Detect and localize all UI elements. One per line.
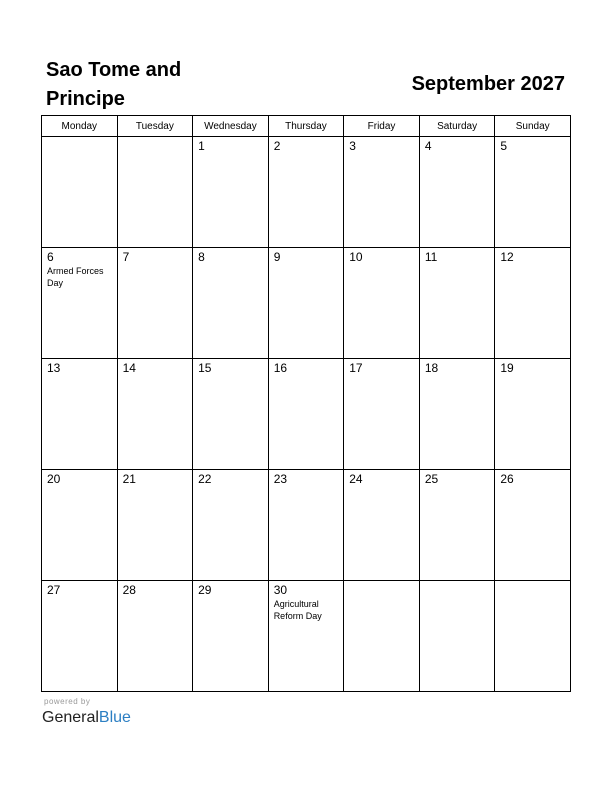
day-cell-content bbox=[344, 359, 419, 377]
day-cell-content bbox=[193, 359, 268, 377]
calendar-day-cell bbox=[268, 581, 344, 692]
day-number: 4 bbox=[424, 139, 432, 153]
day-number: 3 bbox=[349, 139, 356, 153]
day-number: 21 bbox=[122, 472, 136, 486]
day-number bbox=[123, 139, 188, 153]
calendar-day-cell bbox=[344, 248, 420, 359]
calendar-day-cell bbox=[495, 359, 571, 470]
day-cell-content bbox=[42, 137, 117, 155]
calendar-day-cell bbox=[344, 137, 420, 248]
calendar-day-cell bbox=[495, 470, 571, 581]
day-number: 25 bbox=[424, 472, 439, 486]
day-cell-content bbox=[42, 248, 117, 291]
day-cell-content bbox=[495, 581, 570, 599]
calendar-day-cell bbox=[419, 248, 495, 359]
day-number bbox=[500, 583, 565, 597]
calendar-day-cell bbox=[117, 581, 193, 692]
calendar-day-cell bbox=[42, 137, 118, 248]
holiday-label: Armed Forces Day bbox=[47, 266, 104, 288]
day-number: 5 bbox=[500, 139, 508, 153]
day-cell-content bbox=[118, 137, 193, 155]
day-cell-content bbox=[344, 470, 419, 488]
weekday-header-sunday: Sunday bbox=[495, 116, 571, 137]
calendar-day-cell bbox=[495, 248, 571, 359]
day-cell-content bbox=[269, 248, 344, 266]
day-number: 10 bbox=[349, 250, 363, 264]
day-number: 13 bbox=[47, 361, 61, 375]
calendar-body bbox=[42, 137, 571, 692]
day-cell-content bbox=[269, 581, 344, 624]
day-number: 7 bbox=[122, 250, 130, 264]
calendar-day-cell bbox=[117, 248, 193, 359]
calendar-day-cell bbox=[42, 470, 118, 581]
calendar-day-cell bbox=[268, 137, 344, 248]
country-title bbox=[46, 56, 266, 114]
generalblue-logo[interactable] bbox=[42, 708, 131, 728]
powered-by-text: powered by bbox=[44, 697, 91, 706]
day-cell-content bbox=[420, 359, 495, 377]
brand-blue-text: Blue bbox=[98, 709, 131, 726]
day-number: 26 bbox=[500, 472, 514, 486]
day-cell-content bbox=[193, 137, 268, 155]
day-cell-content bbox=[118, 581, 193, 599]
day-number: 28 bbox=[122, 583, 136, 597]
day-number: 20 bbox=[47, 472, 61, 486]
day-number: 18 bbox=[424, 361, 439, 375]
day-cell-content bbox=[42, 359, 117, 377]
day-number: 22 bbox=[198, 472, 212, 486]
day-number: 9 bbox=[273, 250, 281, 264]
month-year-title: September 2027 bbox=[411, 73, 565, 95]
weekday-header-saturday: Saturday bbox=[419, 116, 495, 137]
day-number: 14 bbox=[122, 361, 136, 375]
day-number: 6 bbox=[47, 250, 54, 264]
weekday-header-thursday: Thursday bbox=[268, 116, 344, 137]
day-number bbox=[47, 139, 112, 153]
weekday-header-tuesday: Tuesday bbox=[117, 116, 193, 137]
calendar-day-cell bbox=[268, 248, 344, 359]
holiday-label: Agricultural Reform Day bbox=[273, 599, 322, 621]
calendar-week-row bbox=[42, 137, 571, 248]
country-title-line1: Sao Tome and bbox=[46, 59, 182, 81]
day-cell-content bbox=[193, 248, 268, 266]
calendar-week-row bbox=[42, 581, 571, 692]
calendar-day-cell bbox=[344, 470, 420, 581]
calendar-day-cell bbox=[419, 470, 495, 581]
day-cell-content bbox=[118, 470, 193, 488]
calendar-day-cell bbox=[268, 359, 344, 470]
day-cell-content bbox=[42, 581, 117, 599]
calendar-day-cell bbox=[193, 581, 269, 692]
day-cell-content bbox=[193, 581, 268, 599]
calendar-day-cell bbox=[419, 581, 495, 692]
day-number: 27 bbox=[47, 583, 61, 597]
calendar-day-cell bbox=[344, 581, 420, 692]
calendar-day-cell bbox=[495, 581, 571, 692]
day-number: 11 bbox=[424, 250, 438, 264]
calendar-week-row bbox=[42, 470, 571, 581]
calendar-day-cell bbox=[419, 137, 495, 248]
day-number bbox=[349, 583, 414, 597]
day-cell-content bbox=[269, 470, 344, 488]
day-cell-content bbox=[495, 359, 570, 377]
day-number: 8 bbox=[198, 250, 205, 264]
brand-general-text: General bbox=[42, 709, 99, 726]
day-cell-content bbox=[269, 137, 344, 155]
day-cell-content bbox=[495, 470, 570, 488]
day-number: 2 bbox=[273, 139, 281, 153]
calendar-day-cell bbox=[117, 359, 193, 470]
day-number: 12 bbox=[500, 250, 514, 264]
day-cell-content bbox=[344, 137, 419, 155]
day-cell-content bbox=[269, 359, 344, 377]
day-cell-content bbox=[420, 248, 495, 266]
day-cell-content bbox=[42, 470, 117, 488]
day-number: 19 bbox=[500, 361, 514, 375]
calendar-day-cell bbox=[42, 359, 118, 470]
day-number: 24 bbox=[349, 472, 363, 486]
weekday-header-monday: Monday bbox=[42, 116, 118, 137]
day-number: 16 bbox=[273, 361, 288, 375]
calendar-day-cell bbox=[268, 470, 344, 581]
day-number bbox=[425, 583, 490, 597]
calendar-day-cell bbox=[42, 581, 118, 692]
day-cell-content bbox=[420, 470, 495, 488]
day-cell-content bbox=[118, 359, 193, 377]
footer-branding bbox=[42, 697, 131, 728]
day-number: 15 bbox=[198, 361, 212, 375]
calendar-day-cell bbox=[495, 137, 571, 248]
day-cell-content bbox=[344, 581, 419, 599]
day-cell-content bbox=[118, 248, 193, 266]
day-cell-content bbox=[420, 137, 495, 155]
calendar-day-cell bbox=[42, 248, 118, 359]
weekday-header-row bbox=[42, 116, 571, 137]
weekday-header-wednesday: Wednesday bbox=[193, 116, 269, 137]
day-number: 29 bbox=[198, 583, 212, 597]
day-cell-content bbox=[420, 581, 495, 599]
calendar-day-cell bbox=[117, 137, 193, 248]
day-number: 1 bbox=[198, 139, 205, 153]
calendar-day-cell bbox=[117, 470, 193, 581]
calendar-week-row bbox=[42, 248, 571, 359]
calendar-week-row bbox=[42, 359, 571, 470]
calendar-day-cell bbox=[193, 359, 269, 470]
weekday-header-friday: Friday bbox=[344, 116, 420, 137]
calendar-grid bbox=[41, 115, 571, 692]
calendar-day-cell bbox=[193, 248, 269, 359]
day-number: 23 bbox=[273, 472, 288, 486]
day-cell-content bbox=[193, 470, 268, 488]
day-cell-content bbox=[495, 248, 570, 266]
country-title-line2: Principe bbox=[46, 88, 125, 110]
calendar-day-cell bbox=[344, 359, 420, 470]
day-cell-content bbox=[495, 137, 570, 155]
day-number: 30 bbox=[273, 583, 288, 597]
calendar-day-cell bbox=[193, 470, 269, 581]
day-cell-content bbox=[344, 248, 419, 266]
day-number: 17 bbox=[349, 361, 363, 375]
calendar-day-cell bbox=[193, 137, 269, 248]
calendar-day-cell bbox=[419, 359, 495, 470]
